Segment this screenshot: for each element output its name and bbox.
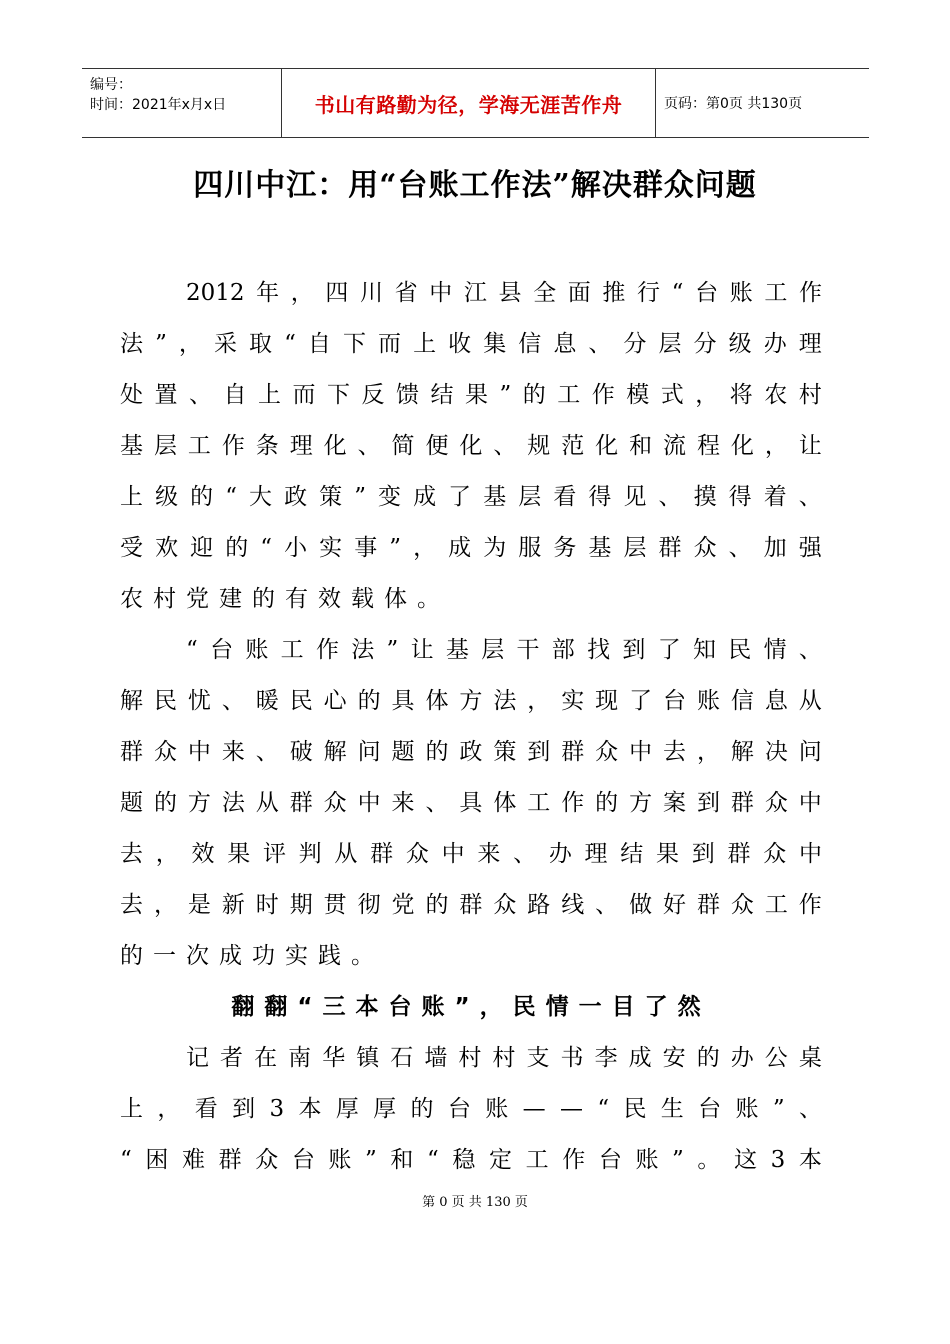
document-body bbox=[120, 268, 822, 1186]
header-page-cell bbox=[656, 69, 869, 137]
text-line: 记 者 在 南 华 镇 石 墙 村 村 支 书 李 成 安 的 办 公 桌 bbox=[186, 1045, 822, 1071]
text-line: 2012 年 ， 四 川 省 中 江 县 全 面 推 行 “ 台 账 工 作 bbox=[186, 280, 822, 306]
section-subheading: 翻翻“三本台账”，民情一目了然 bbox=[231, 994, 711, 1020]
text-line: 题 的 方 法 从 群 众 中 来 、 具 体 工 作 的 方 案 到 群 众 中 bbox=[120, 790, 822, 816]
paragraph-1 bbox=[120, 268, 822, 625]
text-line: 基 层 工 作 条 理 化 、 简 便 化 、 规 范 化 和 流 程 化 ， 让 bbox=[120, 433, 822, 459]
text-line: 法 ” ， 采 取 “ 自 下 而 上 收 集 信 息 、 分 层 分 级 办 理 bbox=[120, 331, 822, 357]
text-line: 受 欢 迎 的 “ 小 实 事 ” ， 成 为 服 务 基 层 群 众 、 加 强 bbox=[120, 535, 822, 561]
text-line: 处 置 、 自 上 而 下 反 馈 结 果 ” 的 工 作 模 式 ， 将 农 村 bbox=[120, 382, 822, 408]
text-line: “ 台 账 工 作 法 ” 让 基 层 干 部 找 到 了 知 民 情 、 bbox=[186, 637, 822, 663]
text-line: 的一次成功实践。 bbox=[120, 943, 384, 969]
page-info: 页码：第0页 共130页 bbox=[664, 96, 803, 112]
text-line: 去 ， 效 果 评 判 从 群 众 中 来 、 办 理 结 果 到 群 众 中 bbox=[120, 841, 822, 867]
motto: 书山有路勤为径，学海无涯苦作舟 bbox=[314, 92, 623, 117]
text-line: 群 众 中 来 、 破 解 问 题 的 政 策 到 群 众 中 去 ， 解 决 问 bbox=[120, 739, 822, 765]
text-line: 去 ， 是 新 时 期 贯 彻 党 的 群 众 路 线 、 做 好 群 众 工 作 bbox=[120, 892, 822, 918]
document-title: 四川中江：用“台账工作法”解决群众问题 bbox=[193, 168, 757, 203]
header-motto-cell bbox=[282, 69, 656, 137]
page-footer: 第 0 页 共 130 页 bbox=[422, 1195, 528, 1210]
header-table bbox=[82, 68, 869, 138]
header-meta-cell bbox=[82, 69, 282, 137]
time-label: 时间：2021年x月x日 bbox=[90, 97, 227, 113]
text-line: 上 级 的 “ 大 政 策 ” 变 成 了 基 层 看 得 见 、 摸 得 着 、 bbox=[120, 484, 822, 510]
text-line: “ 困 难 群 众 台 账 ” 和 “ 稳 定 工 作 台 账 ” 。 这 3 本 bbox=[120, 1147, 822, 1173]
paragraph-2 bbox=[120, 625, 822, 982]
text-line: 上 ， 看 到 3 本 厚 厚 的 台 账 — — “ 民 生 台 账 ” 、 bbox=[120, 1096, 822, 1122]
text-line: 农村党建的有效载体。 bbox=[120, 586, 450, 612]
serial-label: 编号： bbox=[90, 77, 132, 93]
paragraph-3 bbox=[120, 1033, 822, 1186]
text-line: 解 民 忧 、 暖 民 心 的 具 体 方 法 ， 实 现 了 台 账 信 息 从 bbox=[120, 688, 822, 714]
